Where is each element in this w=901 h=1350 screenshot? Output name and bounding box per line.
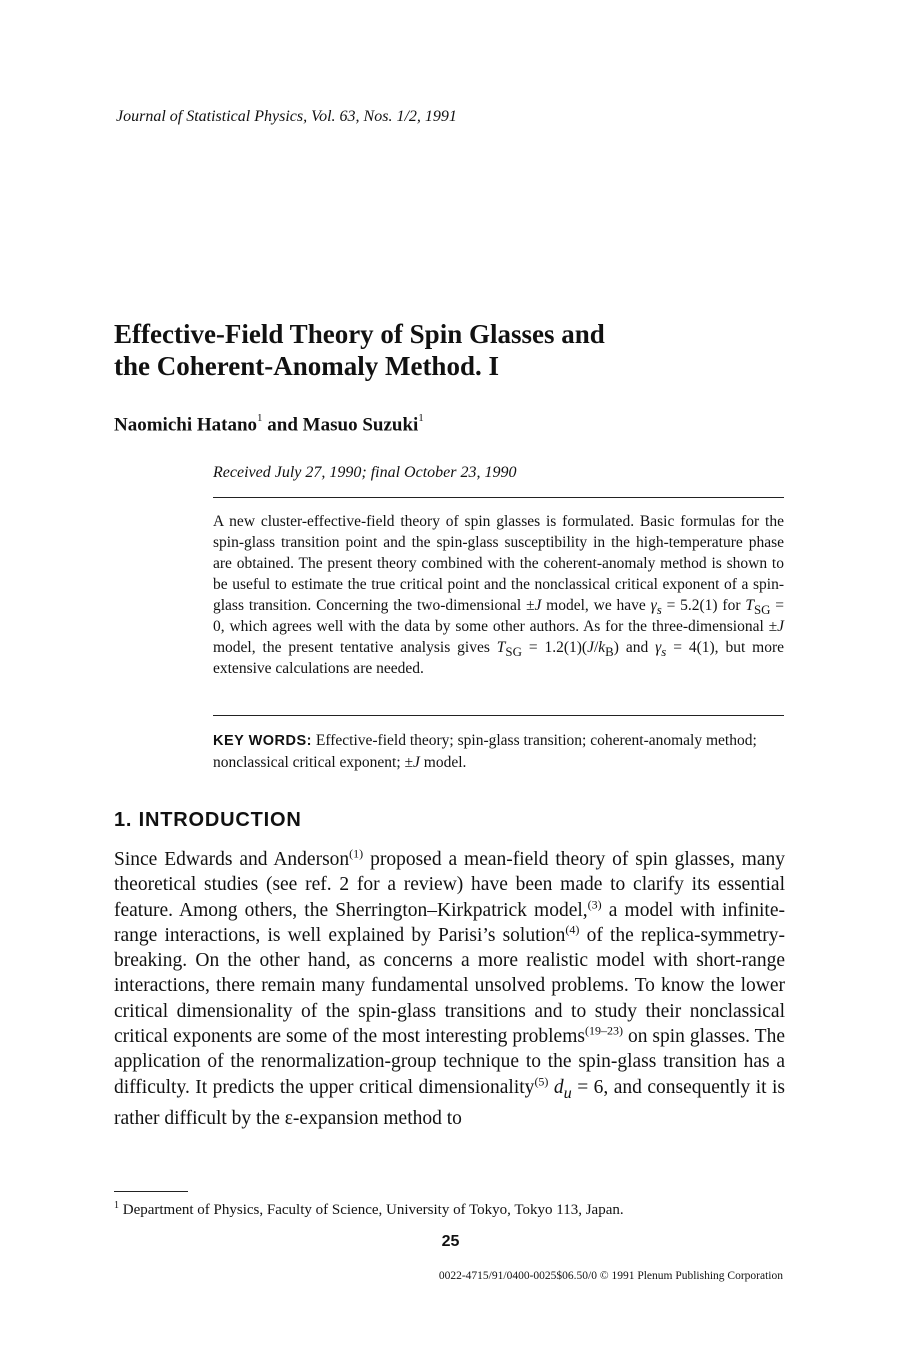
footnote [114,1200,624,1219]
citation-ref: (3) [587,897,602,912]
abstract-bottom-rule [213,715,784,716]
title-line-2: the Coherent-Anomaly Method. I [114,351,499,381]
citation-ref: (1) [349,846,364,861]
key-words-text: Effective-field theory; spin-glass transition; coherent-anomaly method; nonclassical critical exponent; [213,732,757,771]
author-list [114,414,424,436]
section-number: 1. [114,809,133,831]
author-name: Naomichi Hatano [114,414,258,436]
section-heading [114,809,302,832]
affiliation-mark: 1 [418,412,424,424]
author-connector: and [262,414,303,436]
footnote-rule [114,1191,188,1192]
journal-citation: Journal of Statistical Physics, Vol. 63, Nos. 1/2, 1991 [116,108,457,125]
citation-ref: (4) [565,922,580,937]
key-words-label: KEY WORDS: [213,733,312,749]
key-words: KEY WORDS: Effective-field theory; spin-glass transition; coherent-anomaly method; nonclassical critical exponent; ±J model. [213,732,757,771]
footnote-text: Department of Physics, Faculty of Science, University of Tokyo, Tokyo 113, Japan. [119,1202,624,1218]
section-title: INTRODUCTION [138,809,302,831]
title-line-1: Effective-Field Theory of Spin Glasses and [114,319,605,349]
page-number: 25 [441,1233,460,1250]
citation-ref: (19–23) [584,1023,623,1038]
paper-title [114,318,794,382]
body-paragraph: Since Edwards and Anderson$^{(1)}$ proposed a mean-field theory of spin glasses, many theoretical studies (see ref. 2 for a review) have been made to clarify its essential feature. Among others, the Sherrington–Kirkpatrick model,$^{(3)}$ a model with infinite-range interactions, is well explained by Parisi’s solution$^{(4)}$ of the replica-symmetry-breaking. On the other hand, as concerns a more realistic model with short-range interactions, there remain many fundamental unsolved problems. To know the lower critical dimensionality of the spin-glass transitions and to study their nonclassical critical exponents are some of the most interesting problems$^{(19-23)}$ on spin glasses. The application of the renormalization-group technique to the spin-glass transition has a difficulty. It predicts the upper critical dimensionality$^{(5)}$ $d_u = 6$, and consequently it is rather difficult by the ε-expansion method to [114,846,786,1129]
author-name: Masuo Suzuki [302,414,419,436]
affiliation-mark: 1 [257,412,263,424]
abstract: A new cluster-effective-field theory of spin glasses is formulated. Basic formulas for the spin-glass transition point and the spin-glass susceptibility in the high-temperature phase are obtained. The present theory combined with the coherent-anomaly method is shown to be useful to estimate the true critical point and the nonclassical critical exponent of a spin-glass transition. Concerning the two-dimensional ±J model, we have $\gamma_s = 5.2(1)$ for $T_{SG} = 0$, which agrees well with the data by some other authors. As for the three-dimensional ±J model, the present tentative analysis gives $T_{SG} = 1.2(1)(J/k_B)$ and $\gamma_s = 4(1)$, but more extensive calculations are needed. [213,513,785,677]
abstract-top-rule [213,497,784,498]
received-dates: Received July 27, 1990; final October 23, 1990 [213,464,517,481]
footnote-mark: 1 [114,1200,119,1211]
citation-ref: (5) [534,1074,549,1089]
copyright-line: 0022-4715/91/0400-0025$06.50/0 © 1991 Plenum Publishing Corporation [438,1270,783,1282]
